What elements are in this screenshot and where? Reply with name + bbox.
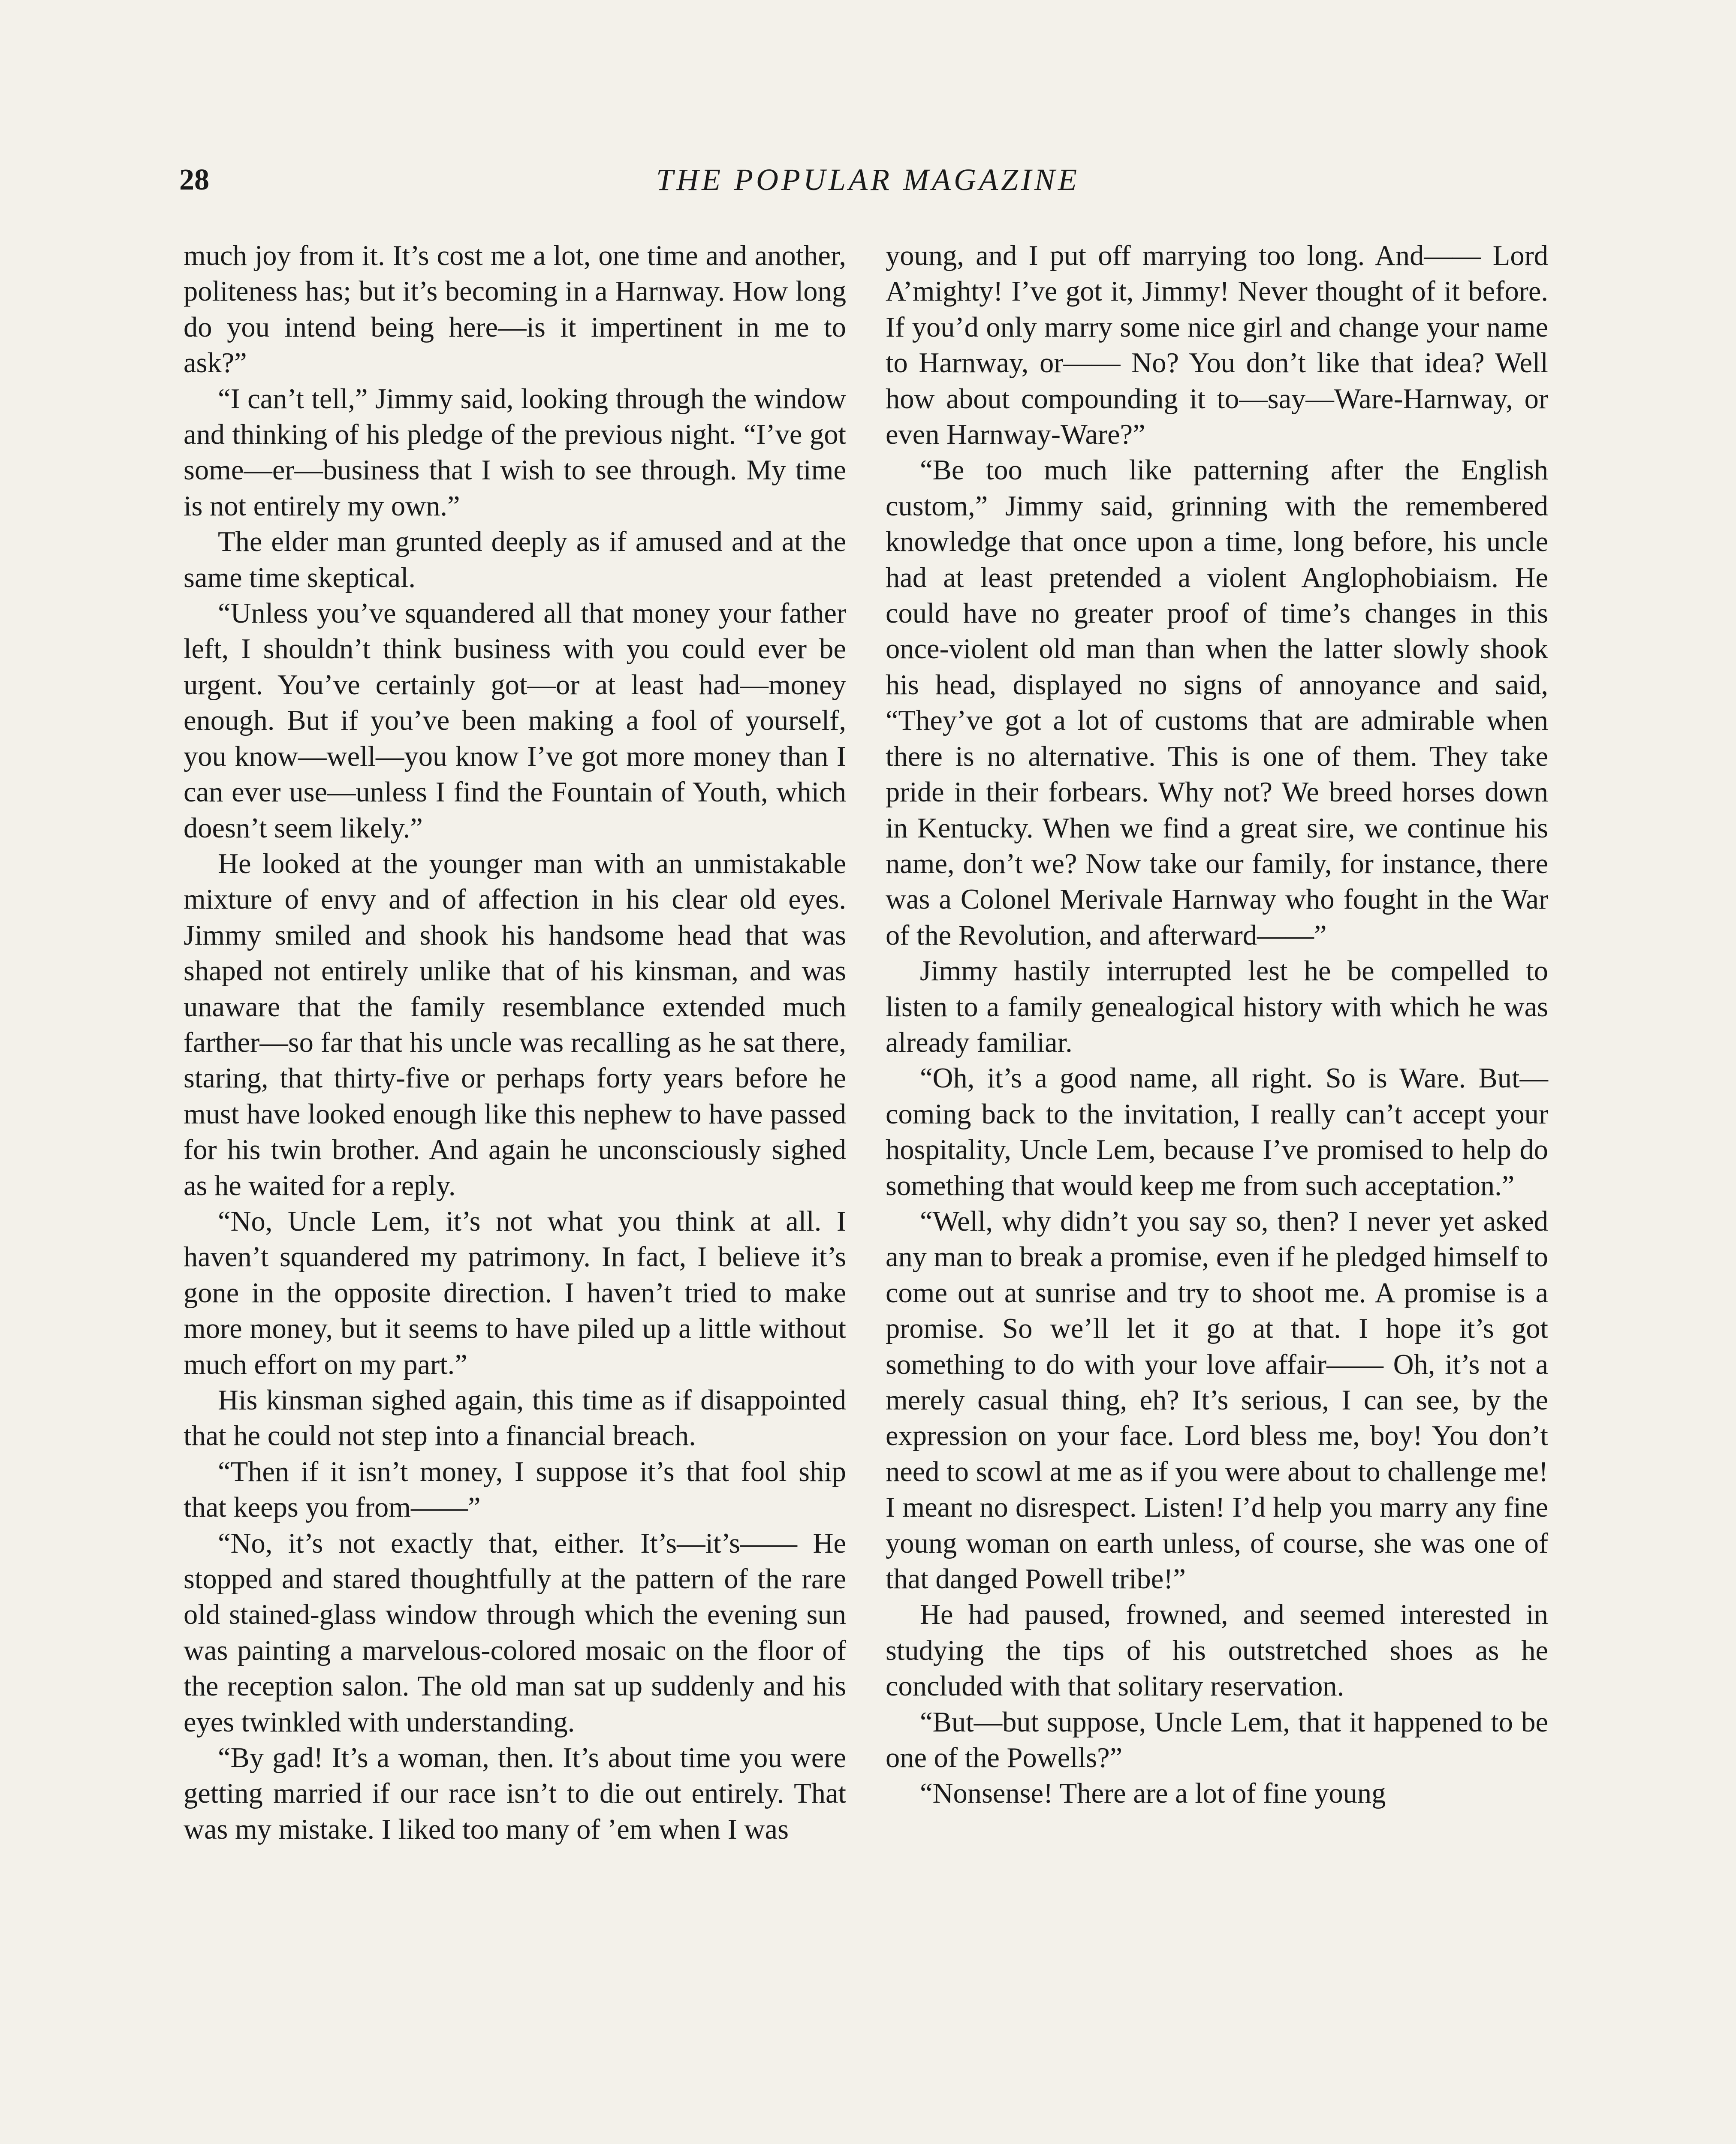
- paragraph: He had paused, frowned, and seemed interested in studying the tips of his outstretched shoes as he concluded with that solitary reservation.: [886, 1599, 1548, 1702]
- paragraph: “Then if it isn’t money, I suppose it’s that fool ship that keeps you from——”: [184, 1456, 846, 1524]
- paragraph: “By gad! It’s a woman, then. It’s about time you were getting married if our race isn’t to die out entirely. That was my mistake. I liked too many of ’em when I was: [184, 1742, 846, 1845]
- paragraph: His kinsman sighed again, this time as if disappointed that he could not step into a financial breach.: [184, 1385, 846, 1452]
- paragraph: He looked at the younger man with an unmistakable mixture of envy and of affection in his clear old eyes. Jimmy smiled and shook his handsome head that was shaped not entirely unlike that of his kinsman, and was unaware that the family resemblance extended much farther—so far that his uncle was recalling as he sat there, staring, that thirty-five or perhaps forty years before he must have looked enough like this nephew to have passed for his twin brother. And again he unconsciously sighed as he waited for a reply.: [184, 848, 846, 1201]
- page-number: 28: [179, 163, 209, 196]
- paragraph: “Be too much like patterning after the English custom,” Jimmy said, grinning with the remembered knowledge that once upon a time, long before, his uncle had at least pretended a violent Anglophobiaism. He could have no greater proof of time’s changes in this once-violent old man than when the latter slowly shook his head, displayed no signs of annoyance and said, “They’ve got a lot of customs that are admirable when there is no alternative. This is one of them. They take pride in their forbears. Why not? We breed horses down in Kentucky. When we find a great sire, we continue his name, don’t we? Now take our family, for instance, there was a Colonel Merivale Harnway who fought in the War of the Revolution, and afterward——”: [886, 455, 1548, 951]
- paragraph: “Nonsense! There are a lot of fine young: [920, 1778, 1386, 1810]
- paragraph: “Well, why didn’t you say so, then? I never yet asked any man to break a promise, even if he pledged himself to come out at sunrise and try to shoot me. A promise is a promise. So we’ll let it go at that. I hope it’s got something to do with your love affair—— Oh, it’s not a merely casual thing, eh? It’s serious, I can see, by the expression on your face. Lord bless me, boy! You don’t need to scowl at me as if you were about to challenge me! I meant no disrespect. Listen! I’d help you marry any fine young woman on earth unless, of course, she was one of that danged Powell tribe!”: [886, 1205, 1548, 1595]
- paragraph: Jimmy hastily interrupted lest he be compelled to listen to a family genealogical history with which he was already familiar.: [886, 955, 1548, 1058]
- paragraph: “No, Uncle Lem, it’s not what you think at all. I haven’t squandered my patrimony. In fact, I believe it’s gone in the opposite direction. I haven’t tried to make more money, but it seems to have piled up a little without much effort on my part.”: [184, 1205, 846, 1380]
- paragraph: “No, it’s not exactly that, either. It’s—it’s—— He stopped and stared thoughtfully at the pattern of the rare old stained-glass window through which the evening sun was painting a marvelous-colored mosaic on the floor of the reception salon. The old man sat up suddenly and his eyes twinkled with understanding.: [184, 1527, 846, 1738]
- paragraph: The elder man grunted deeply as if amused and at the same time skeptical.: [184, 526, 846, 593]
- paragraph: “Unless you’ve squandered all that money your father left, I shouldn’t think business with you could ever be urgent. You’ve certainly got—or at least had—money enough. But if you’ve been making a fool of yourself, you know—well—you know I’ve got more money than I can ever use—unless I find the Fountain of Youth, which doesn’t seem likely.”: [184, 598, 846, 844]
- paragraph: “I can’t tell,” Jimmy said, looking through the window and thinking of his pledge of the previous night. “I’ve got some—er—business that I wish to see through. My time is not entirely my own.”: [184, 383, 846, 522]
- paragraph: “Oh, it’s a good name, all right. So is Ware. But—coming back to the invitation, I really can’t accept your hospitality, Uncle Lem, because I’ve promised to help do something that would keep me from such acceptation.”: [886, 1063, 1548, 1201]
- paragraph: young, and I put off marrying too long. And—— Lord A’mighty! I’ve got it, Jimmy! Never thought of it before. If you’d only marry some nice girl and change your name to Harnway, or—— No? You don’t like that idea? Well how about compounding it to—say—Ware-Harnway, or even Harnway-Ware?”: [886, 240, 1548, 451]
- left-column: [184, 238, 846, 1847]
- right-column: [886, 238, 1548, 1812]
- running-header: THE POPULAR MAGAZINE: [656, 163, 1080, 197]
- paragraph: “But—but suppose, Uncle Lem, that it happened to be one of the Powells?”: [886, 1706, 1548, 1774]
- paragraph: much joy from it. It’s cost me a lot, one time and another, politeness has; but it’s becoming in a Harnway. How long do you intend being here—is it impertinent in me to ask?”: [184, 240, 846, 379]
